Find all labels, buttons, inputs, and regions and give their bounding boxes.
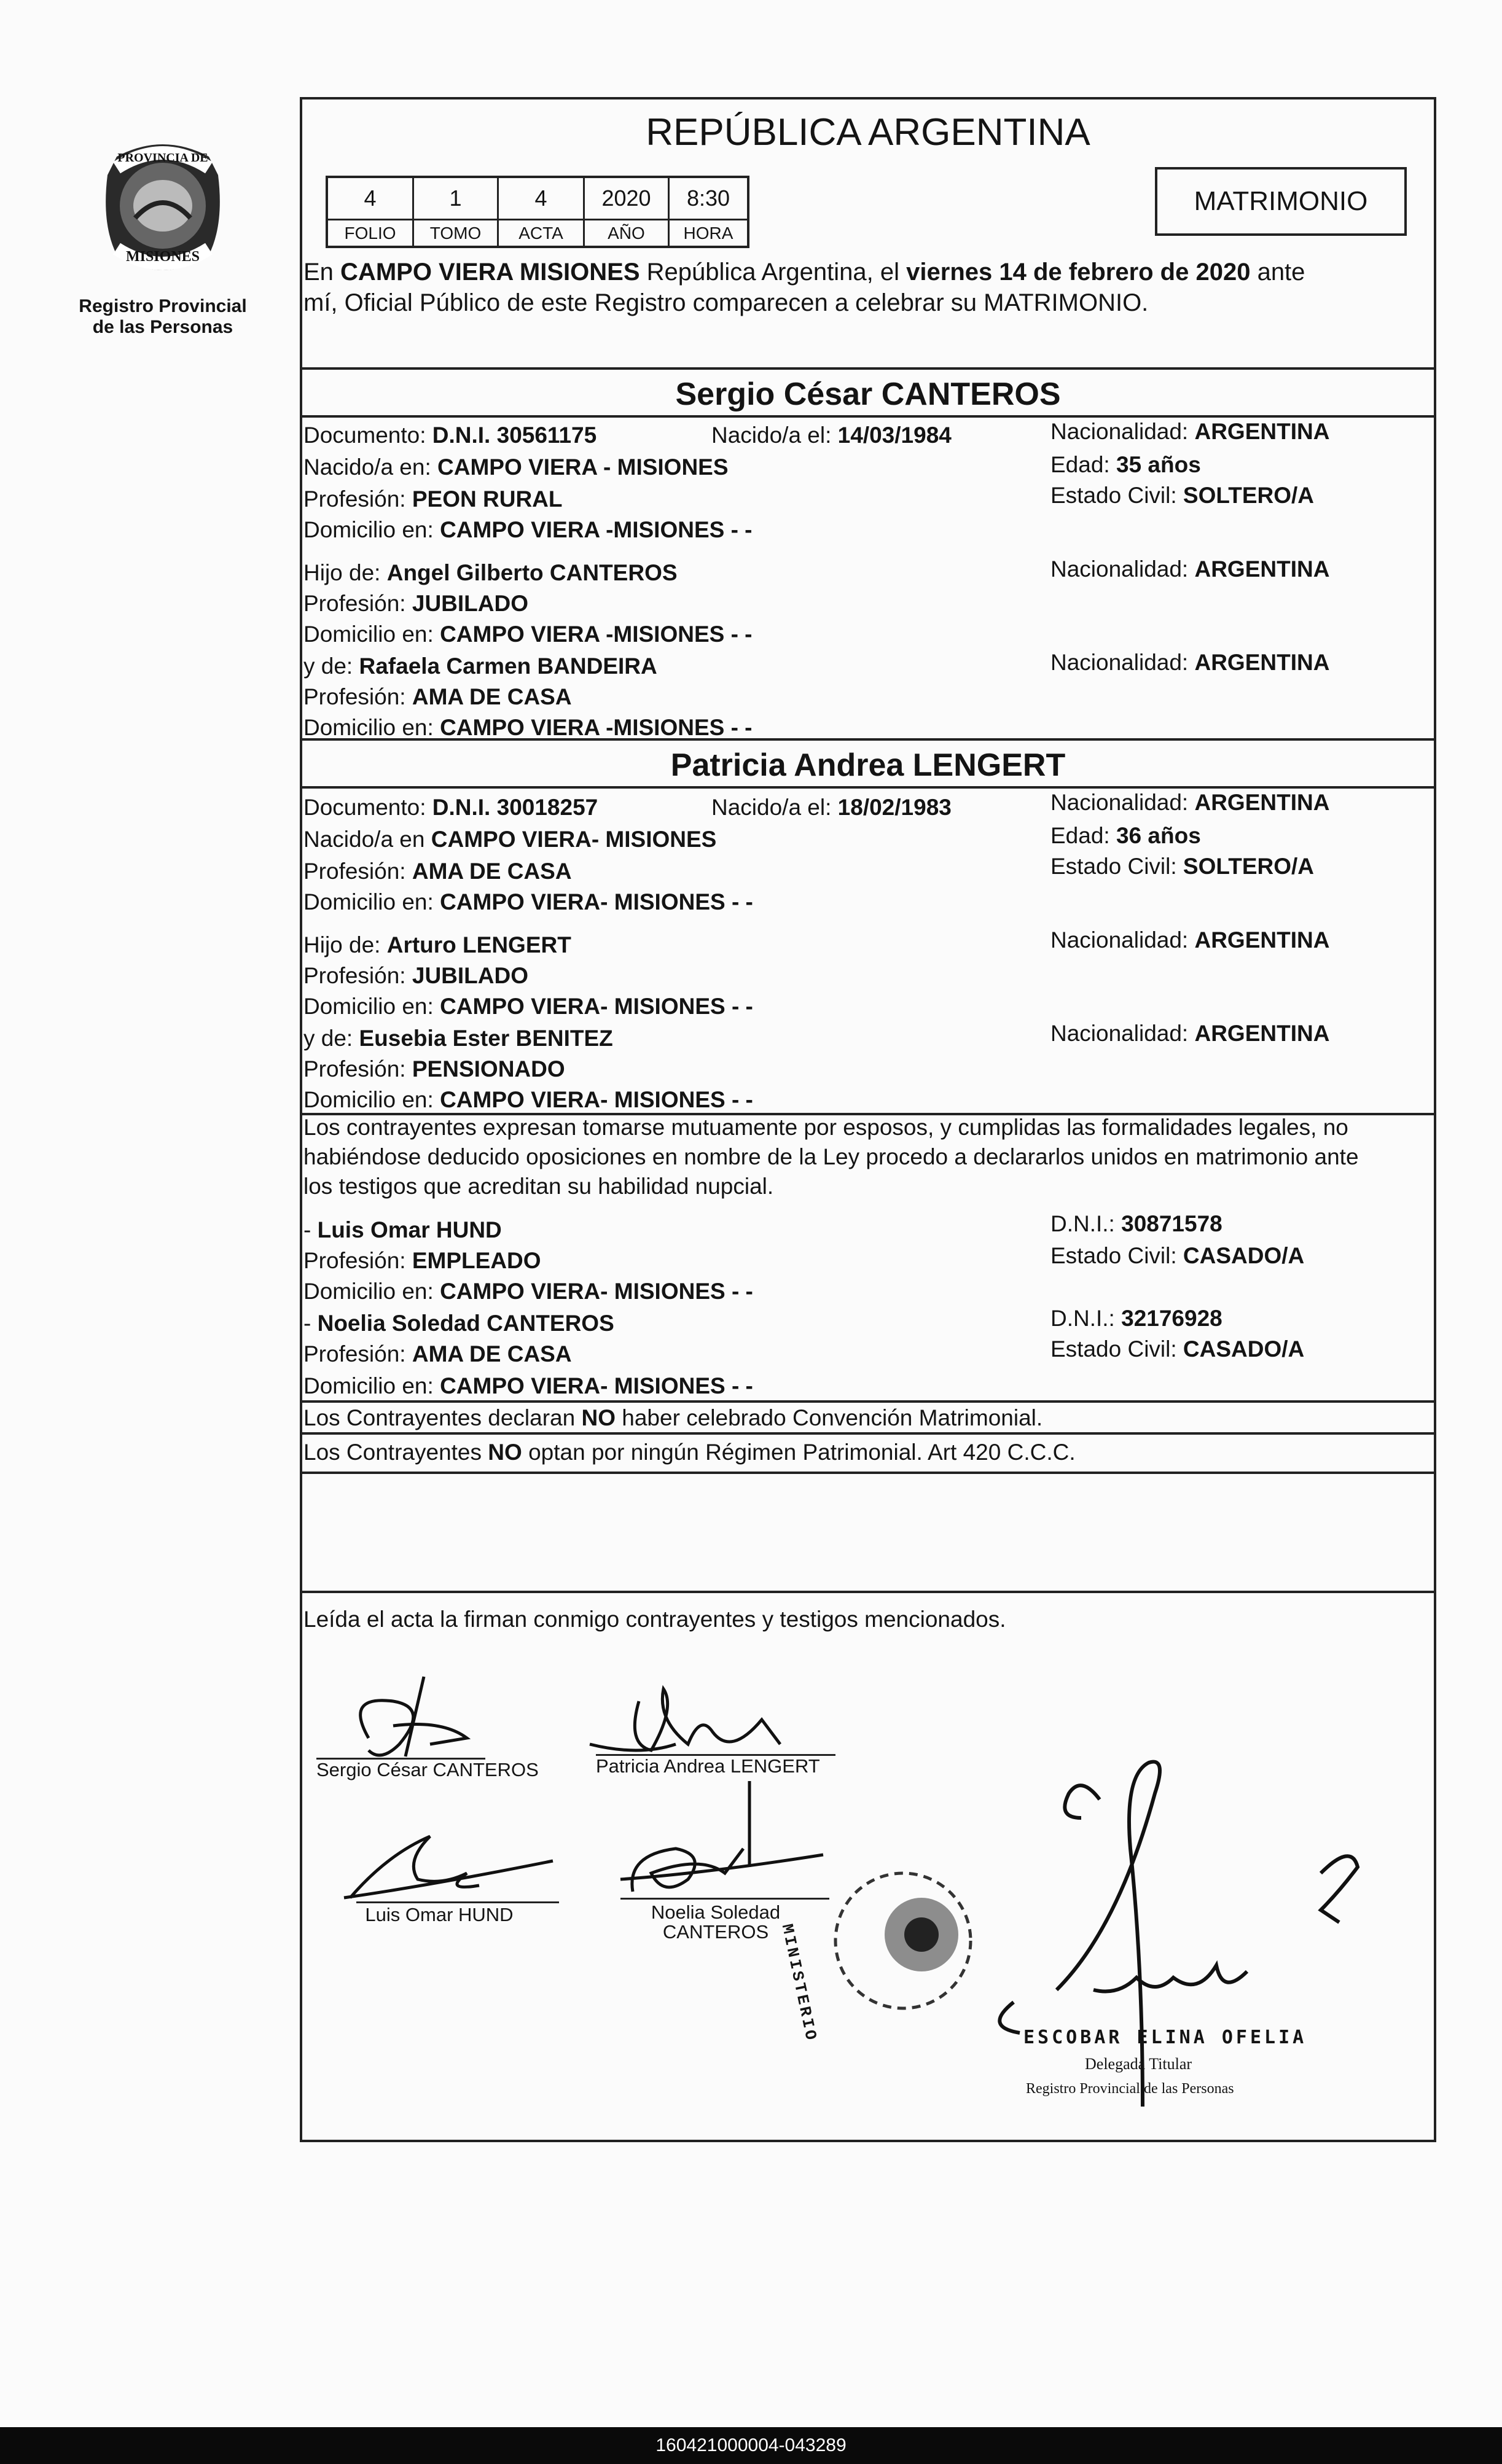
folio-value: 4 xyxy=(328,178,414,219)
tomo-value: 1 xyxy=(414,178,499,219)
value: CAMPO VIERA- MISIONES - - xyxy=(440,994,753,1019)
label: Profesión: xyxy=(303,1056,412,1082)
bride-signature-name: Patricia Andrea LENGERT xyxy=(596,1755,820,1777)
intro-prefix: En xyxy=(303,259,341,286)
groom-signature xyxy=(361,1677,467,1756)
bullet: - xyxy=(303,1311,318,1336)
label: Nacionalidad: xyxy=(1050,790,1195,815)
stamp-official-name: ESCOBAR ELINA OFELIA xyxy=(1023,2027,1307,2048)
stamp-office: Registro Provincial de las Personas xyxy=(1026,2081,1234,2097)
witness2-signature-name xyxy=(639,1903,792,1942)
label: y de: xyxy=(303,1026,359,1051)
witness2-name-line2: CANTEROS xyxy=(662,1921,769,1943)
value: SOLTERO/A xyxy=(1183,854,1315,879)
text: optan por ningún Régimen Patrimonial. Art 420 C.C.C. xyxy=(522,1440,1076,1465)
acta-label: ACTA xyxy=(499,219,585,246)
value: JUBILADO xyxy=(412,963,528,988)
value: D.N.I. 30018257 xyxy=(432,795,598,820)
value: Angel Gilberto CANTEROS xyxy=(386,560,678,585)
value: CAMPO VIERA- MISIONES - - xyxy=(440,889,753,914)
bride-name: Patricia Andrea LENGERT xyxy=(670,747,1066,783)
label: Domicilio en: xyxy=(303,889,440,914)
label: Nacionalidad: xyxy=(1050,1021,1195,1046)
intro-suffix: ante xyxy=(1250,259,1305,286)
value: CASADO/A xyxy=(1183,1243,1305,1268)
intro-place: CAMPO VIERA MISIONES xyxy=(340,259,640,286)
label: Hijo de: xyxy=(303,560,387,585)
value: ARGENTINA xyxy=(1194,1021,1330,1046)
witness1-signature-name: Luis Omar HUND xyxy=(365,1904,514,1925)
footer-code: 160421000004-043289 xyxy=(0,2427,1502,2464)
label: Nacionalidad: xyxy=(1050,556,1195,582)
label: Domicilio en: xyxy=(303,622,440,647)
label: Nacido/a el: xyxy=(711,795,838,820)
value: 36 años xyxy=(1116,823,1201,848)
label: Domicilio en: xyxy=(303,1373,440,1398)
declaration-line-2: habiéndose deducido oposiciones en nombre de la Ley procedo a declararlos unidos en matrimonio ante xyxy=(303,1144,1359,1169)
label: Profesión: xyxy=(303,684,412,709)
label: Nacionalidad: xyxy=(1050,927,1195,953)
bullet: - xyxy=(303,1217,318,1242)
label: Estado Civil: xyxy=(1050,1336,1183,1362)
hour-value: 8:30 xyxy=(686,185,730,211)
seal-bottom-text: MISIONES xyxy=(125,249,200,265)
value: AMA DE CASA xyxy=(412,859,572,884)
signing-statement: Leída el acta la firman conmigo contrayentes y testigos mencionados. xyxy=(303,1607,1006,1632)
label: Profesión: xyxy=(303,591,412,616)
value: ARGENTINA xyxy=(1194,556,1330,582)
value: JUBILADO xyxy=(412,591,528,616)
value: 18/02/1983 xyxy=(837,795,952,820)
value: CAMPO VIERA -MISIONES - - xyxy=(440,715,753,740)
year-value: 2020 xyxy=(585,178,670,219)
value: 14/03/1984 xyxy=(837,423,952,448)
label: Domicilio en: xyxy=(303,517,440,542)
value: PENSIONADO xyxy=(412,1056,565,1082)
text: Los Contrayentes declaran xyxy=(303,1405,582,1430)
record-type-box: MATRIMONIO xyxy=(1155,167,1407,236)
label: D.N.I.: xyxy=(1050,1211,1122,1236)
value: ARGENTINA xyxy=(1194,927,1330,953)
official-seal-icon xyxy=(835,1873,971,2008)
value: ARGENTINA xyxy=(1194,650,1330,675)
year-label: AÑO xyxy=(585,219,670,246)
value: Arturo LENGERT xyxy=(386,932,571,957)
label: Profesión: xyxy=(303,486,412,512)
value: D.N.I. 30561175 xyxy=(432,423,597,448)
signature-line xyxy=(356,1901,559,1903)
value: CASADO/A xyxy=(1183,1336,1305,1362)
intro-mid: República Argentina, el xyxy=(640,259,907,286)
intro-line-2: mí, Oficial Público de este Registro comparecen a celebrar su MATRIMONIO. xyxy=(303,289,1149,316)
value: CAMPO VIERA- MISIONES xyxy=(431,827,717,852)
value: EMPLEADO xyxy=(412,1248,541,1273)
label: Profesión: xyxy=(303,859,412,884)
value: 32176928 xyxy=(1121,1306,1222,1331)
value: ARGENTINA xyxy=(1194,790,1330,815)
label: Domicilio en: xyxy=(303,715,440,740)
groom-signature-name: Sergio César CANTEROS xyxy=(316,1759,539,1780)
value: CAMPO VIERA - MISIONES xyxy=(437,454,729,480)
registry-caption-line1: Registro Provincial xyxy=(79,296,247,316)
groom-name: Sergio César CANTEROS xyxy=(675,376,1061,412)
intro-date: viernes 14 de febrero de 2020 xyxy=(906,259,1251,286)
label: Domicilio en: xyxy=(303,1087,440,1112)
value: Noelia Soledad CANTEROS xyxy=(317,1311,614,1336)
bride-signature xyxy=(590,1689,780,1750)
value: AMA DE CASA xyxy=(412,684,572,709)
text: haber celebrado Convención Matrimonial. xyxy=(616,1405,1043,1430)
label: Profesión: xyxy=(303,963,412,988)
label: Profesión: xyxy=(303,1248,412,1273)
label: Documento: xyxy=(303,795,432,820)
witness1-signature xyxy=(344,1836,553,1898)
label: Nacionalidad: xyxy=(1050,419,1195,444)
value: CAMPO VIERA- MISIONES - - xyxy=(440,1087,753,1112)
value: CAMPO VIERA -MISIONES - - xyxy=(440,517,753,542)
signature-line xyxy=(620,1898,829,1900)
label: Edad: xyxy=(1050,823,1116,848)
label: Domicilio en: xyxy=(303,994,440,1019)
label: Estado Civil: xyxy=(1050,1243,1183,1268)
hour-label: HORA xyxy=(670,219,747,246)
value: PEON RURAL xyxy=(412,486,563,512)
label: Nacido/a el: xyxy=(711,423,838,448)
value: Luis Omar HUND xyxy=(317,1217,502,1242)
text: Los Contrayentes xyxy=(303,1440,488,1465)
seal-top-text: PROVINCIA DE xyxy=(117,151,208,165)
value: CAMPO VIERA- MISIONES - - xyxy=(440,1373,753,1398)
declaration-line-3: los testigos que acreditan su habilidad nupcial. xyxy=(303,1174,774,1199)
label: y de: xyxy=(303,653,359,679)
label: Documento: xyxy=(303,423,432,448)
seal-ministry-text: MINISTERIO xyxy=(777,1922,821,2044)
folio-label: FOLIO xyxy=(328,219,414,246)
label: Nacido/a en: xyxy=(303,454,438,480)
acta-value: 4 xyxy=(499,178,585,219)
value: SOLTERO/A xyxy=(1183,483,1315,508)
stamp-role: Delegada Titular xyxy=(1085,2055,1192,2073)
label: Domicilio en: xyxy=(303,1279,440,1304)
label: D.N.I.: xyxy=(1050,1306,1122,1331)
value: AMA DE CASA xyxy=(412,1341,572,1367)
declaration-line-1: Los contrayentes expresan tomarse mutuamente por esposos, y cumplidas las formalidades legales, no xyxy=(303,1115,1348,1140)
label: Edad: xyxy=(1050,452,1116,477)
emphasis: NO xyxy=(488,1440,522,1465)
value: CAMPO VIERA -MISIONES - - xyxy=(440,622,753,647)
label: Profesión: xyxy=(303,1341,412,1367)
label: Hijo de: xyxy=(303,932,387,957)
witness2-signature xyxy=(620,1781,823,1892)
document-title: REPÚBLICA ARGENTINA xyxy=(646,111,1090,154)
value: 35 años xyxy=(1116,452,1201,477)
value: CAMPO VIERA- MISIONES - - xyxy=(440,1279,753,1304)
witness2-name-line1: Noelia Soledad xyxy=(651,1901,781,1923)
label: Nacido/a en xyxy=(303,827,431,852)
label: Estado Civil: xyxy=(1050,854,1183,879)
tomo-label: TOMO xyxy=(414,219,499,246)
value: 30871578 xyxy=(1121,1211,1222,1236)
label: Estado Civil: xyxy=(1050,483,1183,508)
value: Eusebia Ester BENITEZ xyxy=(359,1026,613,1051)
registry-caption-line2: de las Personas xyxy=(92,317,233,337)
value: Rafaela Carmen BANDEIRA xyxy=(359,653,657,679)
emphasis: NO xyxy=(581,1405,616,1430)
label: Nacionalidad: xyxy=(1050,650,1195,675)
value: ARGENTINA xyxy=(1194,419,1330,444)
